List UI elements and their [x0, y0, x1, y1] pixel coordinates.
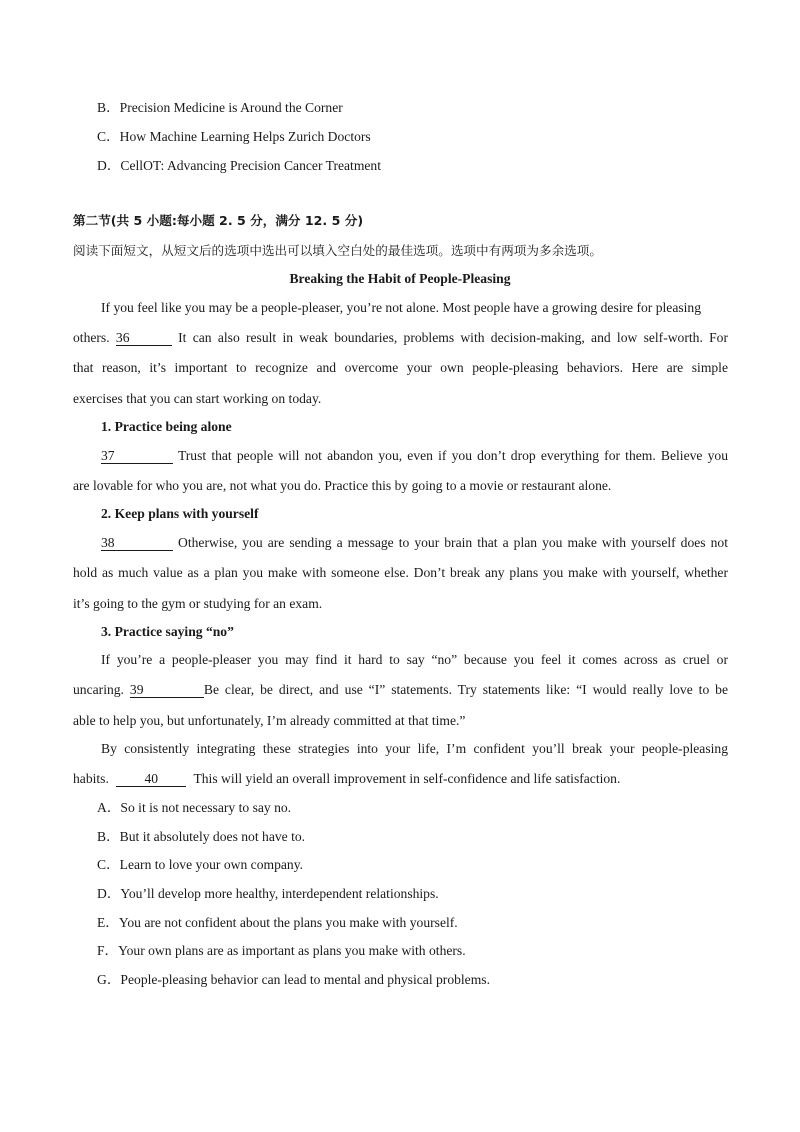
- option-a[interactable]: [97, 799, 291, 817]
- sec3-line2: [73, 681, 728, 699]
- text-fragment: uncaring.: [73, 682, 124, 697]
- option-letter: G．: [97, 972, 121, 987]
- blank-39[interactable]: 39: [130, 683, 204, 698]
- option-text: CellOT: Advancing Precision Cancer Treatment: [120, 158, 381, 173]
- blank-38[interactable]: 38: [101, 536, 173, 551]
- option-letter: E．: [97, 915, 119, 930]
- blank-36[interactable]: 36: [116, 331, 172, 346]
- prev-option-b: [97, 99, 343, 117]
- para1-line3: that reason, it’s important to recognize and overcome your own people-pleasing behaviors. Here are simple: [73, 360, 728, 375]
- section-instruction: 阅读下面短文，从短文后的选项中选出可以填入空白处的最佳选项。选项中有两项为多余选项。: [73, 243, 602, 258]
- option-text: You are not confident about the plans you make with yourself.: [118, 915, 458, 930]
- option-text: Precision Medicine is Around the Corner: [119, 100, 343, 115]
- option-text: So it is not necessary to say no.: [120, 800, 292, 815]
- option-text: Learn to love your own company.: [119, 857, 304, 872]
- option-d[interactable]: [97, 885, 439, 903]
- text-fragment: others.: [73, 330, 110, 345]
- text-fragment: Be clear, be direct, and use “I” statements. Try statements like: “I would really love to be: [203, 682, 728, 697]
- option-letter: B．: [97, 829, 120, 844]
- sec2-line2: hold as much value as a plan you make with someone else. Don’t break any plans you make with yourself, whether: [73, 565, 728, 580]
- option-g[interactable]: [97, 971, 490, 989]
- sec2-line3: it’s going to the gym or studying for an exam.: [73, 596, 323, 611]
- option-text: People-pleasing behavior can lead to mental and physical problems.: [120, 972, 490, 987]
- conclusion-line1: By consistently integrating these strategies into your life, I’m confident you’ll break your people-pleasing: [101, 741, 728, 756]
- option-text: You’ll develop more healthy, interdependent relationships.: [120, 886, 439, 901]
- blank-37[interactable]: 37: [101, 449, 173, 464]
- option-letter: C．: [97, 129, 120, 144]
- option-letter: C．: [97, 857, 120, 872]
- prev-option-c: [97, 128, 371, 146]
- subheading-1: 1. Practice being alone: [101, 419, 232, 434]
- option-text: Your own plans are as important as plans you make with others.: [118, 943, 466, 958]
- option-letter: A．: [97, 800, 121, 815]
- option-c[interactable]: [97, 856, 303, 874]
- para1-line4: exercises that you can start working on today.: [73, 391, 322, 406]
- option-text: How Machine Learning Helps Zurich Doctors: [119, 129, 371, 144]
- conclusion-line2: [73, 770, 620, 788]
- text-fragment: Trust that people will not abandon you, even if you don’t drop everything for them. Believe you: [177, 448, 729, 463]
- option-text: But it absolutely does not have to.: [119, 829, 306, 844]
- text-fragment: This will yield an overall improvement in self-confidence and life satisfaction.: [193, 771, 621, 786]
- sec3-line3: able to help you, but unfortunately, I’m already committed at that time.”: [73, 713, 466, 728]
- prev-option-d: [97, 157, 381, 175]
- option-letter: D．: [97, 158, 121, 173]
- sec1-line1: [101, 447, 728, 465]
- blank-40[interactable]: 40: [116, 772, 186, 787]
- text-fragment: Otherwise, you are sending a message to your brain that a plan you make with yourself does not: [178, 535, 728, 550]
- option-letter: F．: [97, 943, 119, 958]
- sec3-line1: If you’re a people-pleaser you may find it hard to say “no” because you feel it comes across as cruel or: [101, 652, 728, 667]
- section-heading: 第二节(共 5 小题:每小题 2. 5 分，满分 12. 5 分): [73, 213, 364, 228]
- subheading-2: 2. Keep plans with yourself: [101, 506, 259, 521]
- option-e[interactable]: [97, 914, 458, 932]
- option-letter: D．: [97, 886, 121, 901]
- option-b[interactable]: [97, 828, 305, 846]
- passage-title: Breaking the Habit of People-Pleasing: [289, 271, 511, 286]
- text-fragment: It can also result in weak boundaries, problems with decision-making, and low self-worth. For: [178, 330, 728, 345]
- option-f[interactable]: [97, 942, 466, 960]
- subheading-3: 3. Practice saying “no”: [101, 624, 234, 639]
- para1-line1: If you feel like you may be a people-pleaser, you’re not alone. Most people have a growing desire for pleasing: [101, 300, 702, 315]
- text-fragment: habits.: [73, 771, 109, 786]
- sec1-line2: are lovable for who you are, not what you do. Practice this by going to a movie or restaurant alone.: [73, 478, 612, 493]
- para1-line2: [73, 329, 728, 347]
- sec2-line1: [101, 534, 728, 552]
- option-letter: B．: [97, 100, 120, 115]
